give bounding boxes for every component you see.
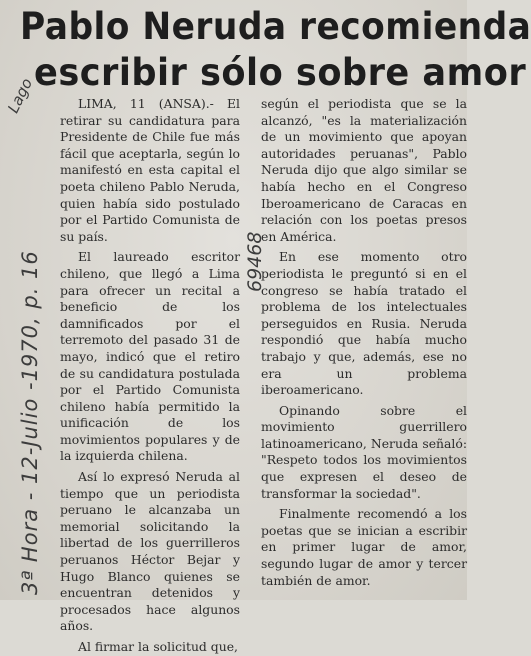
paragraph: Opinando sobre el movimiento guerrillero latinoamericano, Neruda señaló: "Respeto todos los movimientos que expresen el deseo de transformar la sociedad". (261, 402, 467, 501)
article-column-right (261, 96, 467, 589)
headline-line-2: escribir sólo sobre amor (34, 51, 527, 94)
handwritten-reference-number: 69468 (244, 231, 266, 292)
paragraph: según el periodista que se la alcanzó, "es la materialización de un movimiento que apoyan autoridades peruanas", Pablo Neruda dijo que algo similar se había hecho en el Congreso Iberoamericano de Caracas en relación con los poetas presos en América. (261, 96, 467, 244)
handwritten-corner-note: Lago (4, 75, 37, 116)
paragraph: El laureado escritor chileno, que llegó a Lima para ofrecer un recital a beneficio de los damnificados por el terremoto del pasado 31 de mayo, indicó que el retiro de su candidatura postulada por el Partido Comunista chileno había permitido la unificación de los movimientos populares y de la izquierda chilena. (60, 249, 240, 464)
paragraph: Así lo expresó Neruda al tiempo que un periodista peruano le alcanzaba un memorial solicitando la libertad de los guerrilleros peruanos Héctor Bejar y Hugo Blanco quienes se encuentran detenidos y procesados hace algunos años. (60, 469, 240, 634)
paragraph: LIMA, 11 (ANSA).- El retirar su candidatura para Presidente de Chile fue más fácil que aceptarla, según lo manifestó en esta capital el poeta chileno Pablo Neruda, quien había sido postulado por el Partido Comunista de su país. (60, 96, 240, 244)
headline-line-1: Pablo Neruda recomienda (20, 5, 531, 48)
paragraph: Finalmente recomendó a los poetas que se inician a escribir en primer lugar de amor, segundo lugar de amor y tercer también de amor. (261, 506, 467, 588)
article-column-left (60, 96, 240, 656)
paragraph: Al firmar la solicitud que, (78, 639, 238, 654)
handwritten-date-note: 3ª Hora - 12-Julio -1970, p. 16 (18, 250, 42, 595)
paragraph: En ese momento otro periodista le preguntó si en el congreso se había tratado el problema de los intelectuales perseguidos en Rusia. Neruda respondió que había mucho trabajo y que, además, ese no era un problema iberoamericano. (261, 249, 467, 398)
